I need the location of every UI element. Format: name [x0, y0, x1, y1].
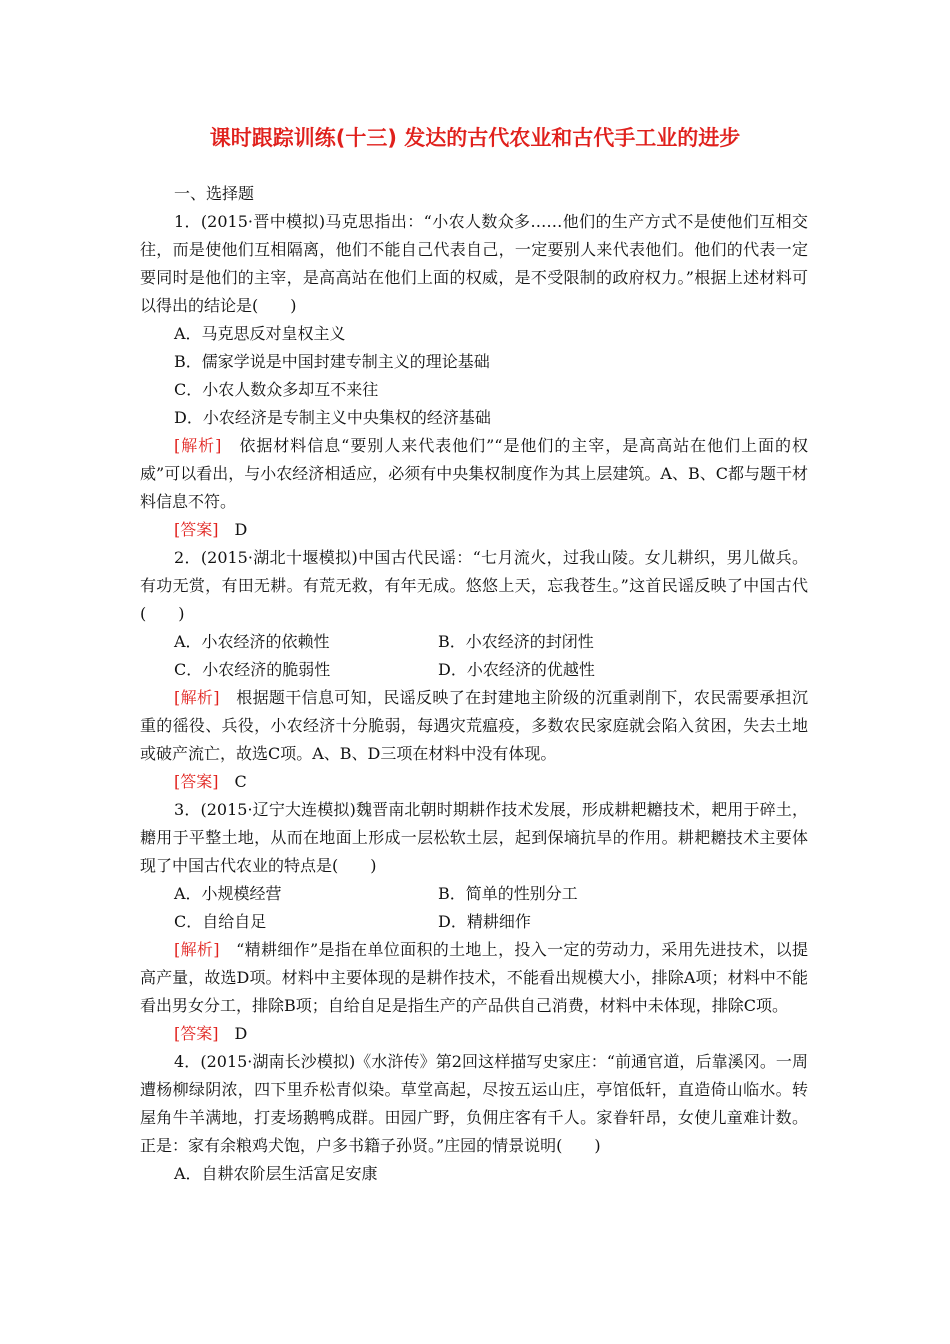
question-4-stem: 4．(2015·湖南长沙模拟)《水浒传》第2回这样描写史家庄：“前通官道，后靠溪冈。一周遭杨柳绿阴浓，四下里乔松青似染。草堂高起，尽按五运山庄，亭馆低轩，直造倚山临水。转屋角牛羊满地，打麦场鹅鸭成群。田园广野，负佣庄客有千人。家眷轩昂，女使儿童难计数。正是：家有余粮鸡犬饱，户多书籍子孙贤。”庄园的情景说明( ) — [140, 1052, 808, 1155]
question-1-analysis — [140, 432, 808, 516]
analysis-text: 依据材料信息“要别人来代表他们”“是他们的主宰，是高高站在他们上面的权威”可以看出，与小农经济相适应，必须有中央集权制度作为其上层建筑。A、B、C都与题干材料信息不符。 — [140, 436, 808, 511]
question-2-option-c: C．小农经济的脆弱性 — [174, 660, 331, 679]
answer-label: [答案] — [174, 772, 219, 791]
question-2-option-d: D．小农经济的优越性 — [438, 660, 595, 679]
answer-text: D — [218, 520, 248, 539]
analysis-label: [解析] — [174, 688, 220, 707]
question-1-option-b: B．儒家学说是中国封建专制主义的理论基础 — [174, 352, 490, 371]
analysis-label: [解析] — [174, 436, 222, 455]
question-3-analysis — [140, 936, 808, 1020]
question-1-option-d: D．小农经济是专制主义中央集权的经济基础 — [174, 408, 491, 427]
question-1-stem: 1．(2015·晋中模拟)马克思指出：“小农人数众多……他们的生产方式不是使他们互相交往，而是使他们互相隔离，他们不能自己代表自己，一定要别人来代表他们。他们的代表一定要同时是他们的主宰，是高高站在他们上面的权威，是不受限制的政府权力。”根据上述材料可以得出的结论是( ) — [140, 212, 808, 315]
document-body — [140, 180, 808, 1188]
section-heading: 一、选择题 — [174, 184, 255, 203]
answer-text: D — [218, 1024, 248, 1043]
question-2-option-a: A．小农经济的依赖性 — [174, 632, 330, 651]
question-3-option-a: A．小规模经营 — [174, 884, 282, 903]
question-2-options — [140, 628, 808, 684]
question-3-option-c: C．自给自足 — [174, 912, 267, 931]
question-4-option-a: A．自耕农阶层生活富足安康 — [174, 1164, 378, 1183]
question-3-option-d: D．精耕细作 — [438, 912, 531, 931]
question-1-option-c: C．小农人数众多却互不来往 — [174, 380, 379, 399]
question-3-option-b: B．简单的性别分工 — [438, 884, 578, 903]
question-2-answer — [140, 768, 808, 796]
question-3-stem: 3．(2015·辽宁大连模拟)魏晋南北朝时期耕作技术发展，形成耕耙耱技术，耙用于碎土，耱用于平整土地，从而在地面上形成一层松软土层，起到保墒抗旱的作用。耕耙耱技术主要体现了中国古代农业的特点是( ) — [140, 800, 808, 875]
analysis-label: [解析] — [174, 940, 220, 959]
question-1-answer — [140, 516, 808, 544]
question-3-answer — [140, 1020, 808, 1048]
analysis-text: “精耕细作”是指在单位面积的土地上，投入一定的劳动力，采用先进技术，以提高产量，故选D项。材料中主要体现的是耕作技术，不能看出规模大小，排除A项；材料中不能看出男女分工，排除B项；自给自足是指生产的产品供自己消费，材料中未体现，排除C项。 — [140, 940, 808, 1015]
answer-text: C — [218, 772, 247, 791]
page-title: 课时跟踪训练(十三) 发达的古代农业和古代手工业的进步 — [209, 126, 741, 150]
question-2-option-b: B．小农经济的封闭性 — [438, 632, 594, 651]
answer-label: [答案] — [174, 1024, 219, 1043]
question-2-stem: 2．(2015·湖北十堰模拟)中国古代民谣：“七月流火，过我山陵。女儿耕织，男儿做兵。有功无赏，有田无耕。有荒无救，有年无成。悠悠上天，忘我苍生。”这首民谣反映了中国古代( ) — [140, 548, 808, 623]
question-3-options — [140, 880, 808, 936]
question-2-analysis — [140, 684, 808, 768]
answer-label: [答案] — [174, 520, 219, 539]
question-1-option-a: A．马克思反对皇权主义 — [174, 324, 346, 343]
analysis-text: 根据题干信息可知，民谣反映了在封建地主阶级的沉重剥削下，农民需要承担沉重的徭役、兵役，小农经济十分脆弱，每遇灾荒瘟疫，多数农民家庭就会陷入贫困，失去土地或破产流亡，故选C项。A、B、D三项在材料中没有体现。 — [140, 688, 808, 763]
